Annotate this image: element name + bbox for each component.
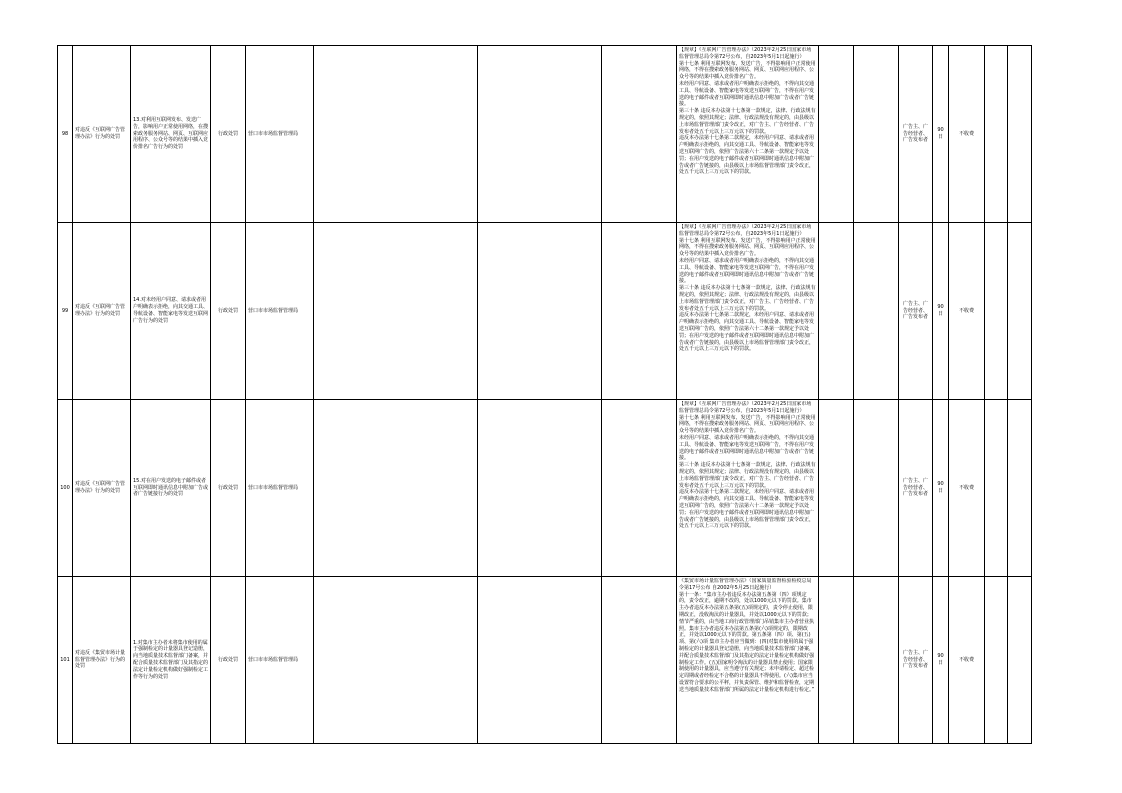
legal-basis: 【规章】《互联网广告管理办法》（2023年2月25日国家市场监督管理总局令第72号公布，自2023年5月1日起施行） 第十七条 利用互联网发布、发送广告，不得影响用户正常使用网络，不得在搜索政务服务网站、网页、互联网应用程序、公众号等的结果中插入竞价排名广告。 未经用户同意、请求或者用户明确表示拒绝的，不得向其交通工具、导航设备、智能家电等发送互联网广告，不得在用户发送的电子邮件或者互联网即时通讯信息中附加广告或者广告链接。 第三十条 违反本办法第十七条第一款规定，法律、行政法规有规定的，依照其规定；法律、行政法规没有规定的，由县级以上市场监督管理部门责令改正，对广告主、广告经营者、广告发布者处五千元以上三万元以下的罚款。 违反本办法第十七条第二款规定，未经用户同意、请求或者用户明确表示拒绝的，向其交通工具、导航设备、智能家电等发送互联网广告的，依照广告法第六十二条第一款规定予以处罚；在用户发送的电子邮件或者互联网即时通讯信息中附加广告或者广告链接的，由县级以上市场监督管理部门责令改正，处五千元以上三万元以下的罚款。: [679, 47, 816, 176]
legal-basis: 【规章】《互联网广告管理办法》（2023年2月25日国家市场监督管理总局令第72号公布，自2023年5月1日起施行） 第十七条 利用互联网发布、发送广告，不得影响用户正常使用网络，不得在搜索政务服务网站、网页、互联网应用程序、公众号等的结果中插入竞价排名广告。 未经用户同意、请求或者用户明确表示拒绝的，不得向其交通工具、导航设备、智能家电等发送互联网广告，不得在用户发送的电子邮件或者互联网即时通讯信息中附加广告或者广告链接。 第三十条 违反本办法第十七条第一款规定，法律、行政法规有规定的，依照其规定；法律、行政法规没有规定的，由县级以上市场监督管理部门责令改正，对广告主、广告经营者、广告发布者处五千元以上三万元以下的罚款。 违反本办法第十七条第二款规定，未经用户同意、请求或者用户明确表示拒绝的，向其交通工具、导航设备、智能家电等发送互联网广告的，依照广告法第六十二条第一款规定予以处罚；在用户发送的电子邮件或者互联网即时通讯信息中附加广告或者广告链接的，由县级以上市场监督管理部门责令改正，处五千元以上三万元以下的罚款。: [679, 224, 816, 353]
empty-cell: [314, 577, 478, 744]
row-number: 101: [58, 577, 73, 744]
empty-cell: [314, 46, 478, 223]
empty-cell: [478, 223, 602, 400]
category: 行政处罚: [211, 46, 246, 223]
empty-cell: [819, 46, 854, 223]
empty-cell: [854, 46, 899, 223]
agency: 营口市市场监督管理局: [246, 223, 314, 400]
empty-cell: [819, 223, 854, 400]
empty-cell: [314, 400, 478, 577]
row-number: 98: [58, 46, 73, 223]
deadline: 90日: [933, 223, 949, 400]
empty-cell: [1008, 46, 1032, 223]
category: 行政处罚: [211, 577, 246, 744]
item-name: 对违反《互联网广告管理办法》行为的处罚: [73, 223, 131, 400]
empty-cell: [985, 223, 1008, 400]
sub-item: 14.对未经用户同意、请求或者用户明确表示拒绝，向其交通工具、导航设备、智能家电等发送互联网广告行为的处罚: [131, 223, 211, 400]
empty-cell: [478, 400, 602, 577]
table-row: [58, 577, 1032, 744]
agency: 营口市市场监督管理局: [246, 577, 314, 744]
empty-cell: [985, 400, 1008, 577]
deadline: 90日: [933, 577, 949, 744]
empty-cell: [819, 577, 854, 744]
subject: 广告主、广告经营者、广告发布者: [899, 223, 933, 400]
sub-item: 15.对在用户发送的电子邮件或者互联网即时通讯信息中附加广告或者广告链接行为的处罚: [131, 400, 211, 577]
subject: 广告主、广告经营者、广告发布者: [899, 400, 933, 577]
empty-cell: [854, 223, 899, 400]
subject: 广告主、广告经营者、广告发布者: [899, 46, 933, 223]
table-row: [58, 46, 1032, 223]
empty-cell: [602, 223, 677, 400]
row-number: 99: [58, 223, 73, 400]
empty-cell: [819, 400, 854, 577]
fee: 不收费: [949, 577, 985, 744]
deadline: 90日: [933, 46, 949, 223]
empty-cell: [314, 223, 478, 400]
empty-cell: [1008, 400, 1032, 577]
item-name: 对违反《集贸市场计量监督管理办法》行为的处罚: [73, 577, 131, 744]
table-row: [58, 400, 1032, 577]
empty-cell: [478, 46, 602, 223]
agency: 营口市市场监督管理局: [246, 400, 314, 577]
empty-cell: [1008, 577, 1032, 744]
fee: 不收费: [949, 46, 985, 223]
empty-cell: [602, 46, 677, 223]
empty-cell: [478, 577, 602, 744]
legal-basis: 《集贸市场计量监督管理办法》（国家质量监督检验检疫总局令第17号公布 自2002年5月25日起施行） 第十一条：“集市主办者违反本办法第五条第（四）项规定的，责令改正，逾期不改的，处以1000元以下的罚款。集市主办者违反本办法第五条第(五)项规定的，责令停止使用，限期改正，没收淘汰的计量器具，并处以1000元以下的罚款；情节严重的，由当地工商行政管理部门吊销集市主办者营业执照。集市主办者违反本办法第五条第(六)项规定的，限期改正，并处以1000元以下的罚款。第五条第（四）项、第(五)项、第(六)项 集市主办者应当做到：(四)对集市使用的属于强制检定的计量器具登记造册，向当地质量技术监督部门备案，并配合质量技术监督部门及其指定的法定计量检定机构做好强制检定工作。(五)国家明令淘汰的计量器具禁止使用；国家限制使用的计量器具，应当遵守有关规定；未申请检定、超过检定周期或者经检定不合格的计量器具不得使用。(六)集市应当设置符合要求的公平秤，并负责保管、维护和监督检查，定期送当地质量技术监督部门所属的法定计量检定机构进行检定。”: [679, 578, 815, 693]
empty-cell: [985, 577, 1008, 744]
legal-basis-cell: [677, 46, 819, 223]
category: 行政处罚: [211, 223, 246, 400]
empty-cell: [854, 400, 899, 577]
empty-cell: [1008, 223, 1032, 400]
item-name: 对违反《互联网广告管理办法》行为的处罚: [73, 46, 131, 223]
regulation-table: [57, 45, 1032, 744]
agency: 营口市市场监督管理局: [246, 46, 314, 223]
legal-basis: 【规章】《互联网广告管理办法》（2023年2月25日国家市场监督管理总局令第72号公布，自2023年5月1日起施行） 第十七条 利用互联网发布、发送广告，不得影响用户正常使用网络，不得在搜索政务服务网站、网页、互联网应用程序、公众号等的结果中插入竞价排名广告。 未经用户同意、请求或者用户明确表示拒绝的，不得向其交通工具、导航设备、智能家电等发送互联网广告，不得在用户发送的电子邮件或者互联网即时通讯信息中附加广告或者广告链接。 第三十条 违反本办法第十七条第一款规定，法律、行政法规有规定的，依照其规定；法律、行政法规没有规定的，由县级以上市场监督管理部门责令改正，对广告主、广告经营者、广告发布者处五千元以上三万元以下的罚款。 违反本办法第十七条第二款规定，未经用户同意、请求或者用户明确表示拒绝的，向其交通工具、导航设备、智能家电等发送互联网广告的，依照广告法第六十二条第一款规定予以处罚；在用户发送的电子邮件或者互联网即时通讯信息中附加广告或者广告链接的，由县级以上市场监督管理部门责令改正，处五千元以上三万元以下的罚款。: [679, 401, 816, 530]
sub-item: 13.对利用互联网发布、发送广告，影响用户正常使用网络，在搜索政务服务网站、网页、互联网应用程序、公众号等的结果中插入竞价排名广告行为的处罚: [131, 46, 211, 223]
legal-basis-cell: [677, 400, 819, 577]
fee: 不收费: [949, 400, 985, 577]
category: 行政处罚: [211, 400, 246, 577]
item-name: 对违反《互联网广告管理办法》行为的处罚: [73, 400, 131, 577]
row-number: 100: [58, 400, 73, 577]
legal-basis-cell: [677, 223, 819, 400]
subject: 广告主、广告经营者、广告发布者: [899, 577, 933, 744]
deadline: 90日: [933, 400, 949, 577]
empty-cell: [602, 400, 677, 577]
empty-cell: [985, 46, 1008, 223]
empty-cell: [854, 577, 899, 744]
sub-item: 1.对集市主办者未将集市使用的属于强制检定的计量器具登记造册，向当地质量技术监督部门备案，并配合质量技术监督部门及其指定的法定计量检定机构做好强制检定工作等行为的处罚: [131, 577, 211, 744]
table-row: [58, 223, 1032, 400]
empty-cell: [602, 577, 677, 744]
fee: 不收费: [949, 223, 985, 400]
legal-basis-cell: [677, 577, 819, 744]
